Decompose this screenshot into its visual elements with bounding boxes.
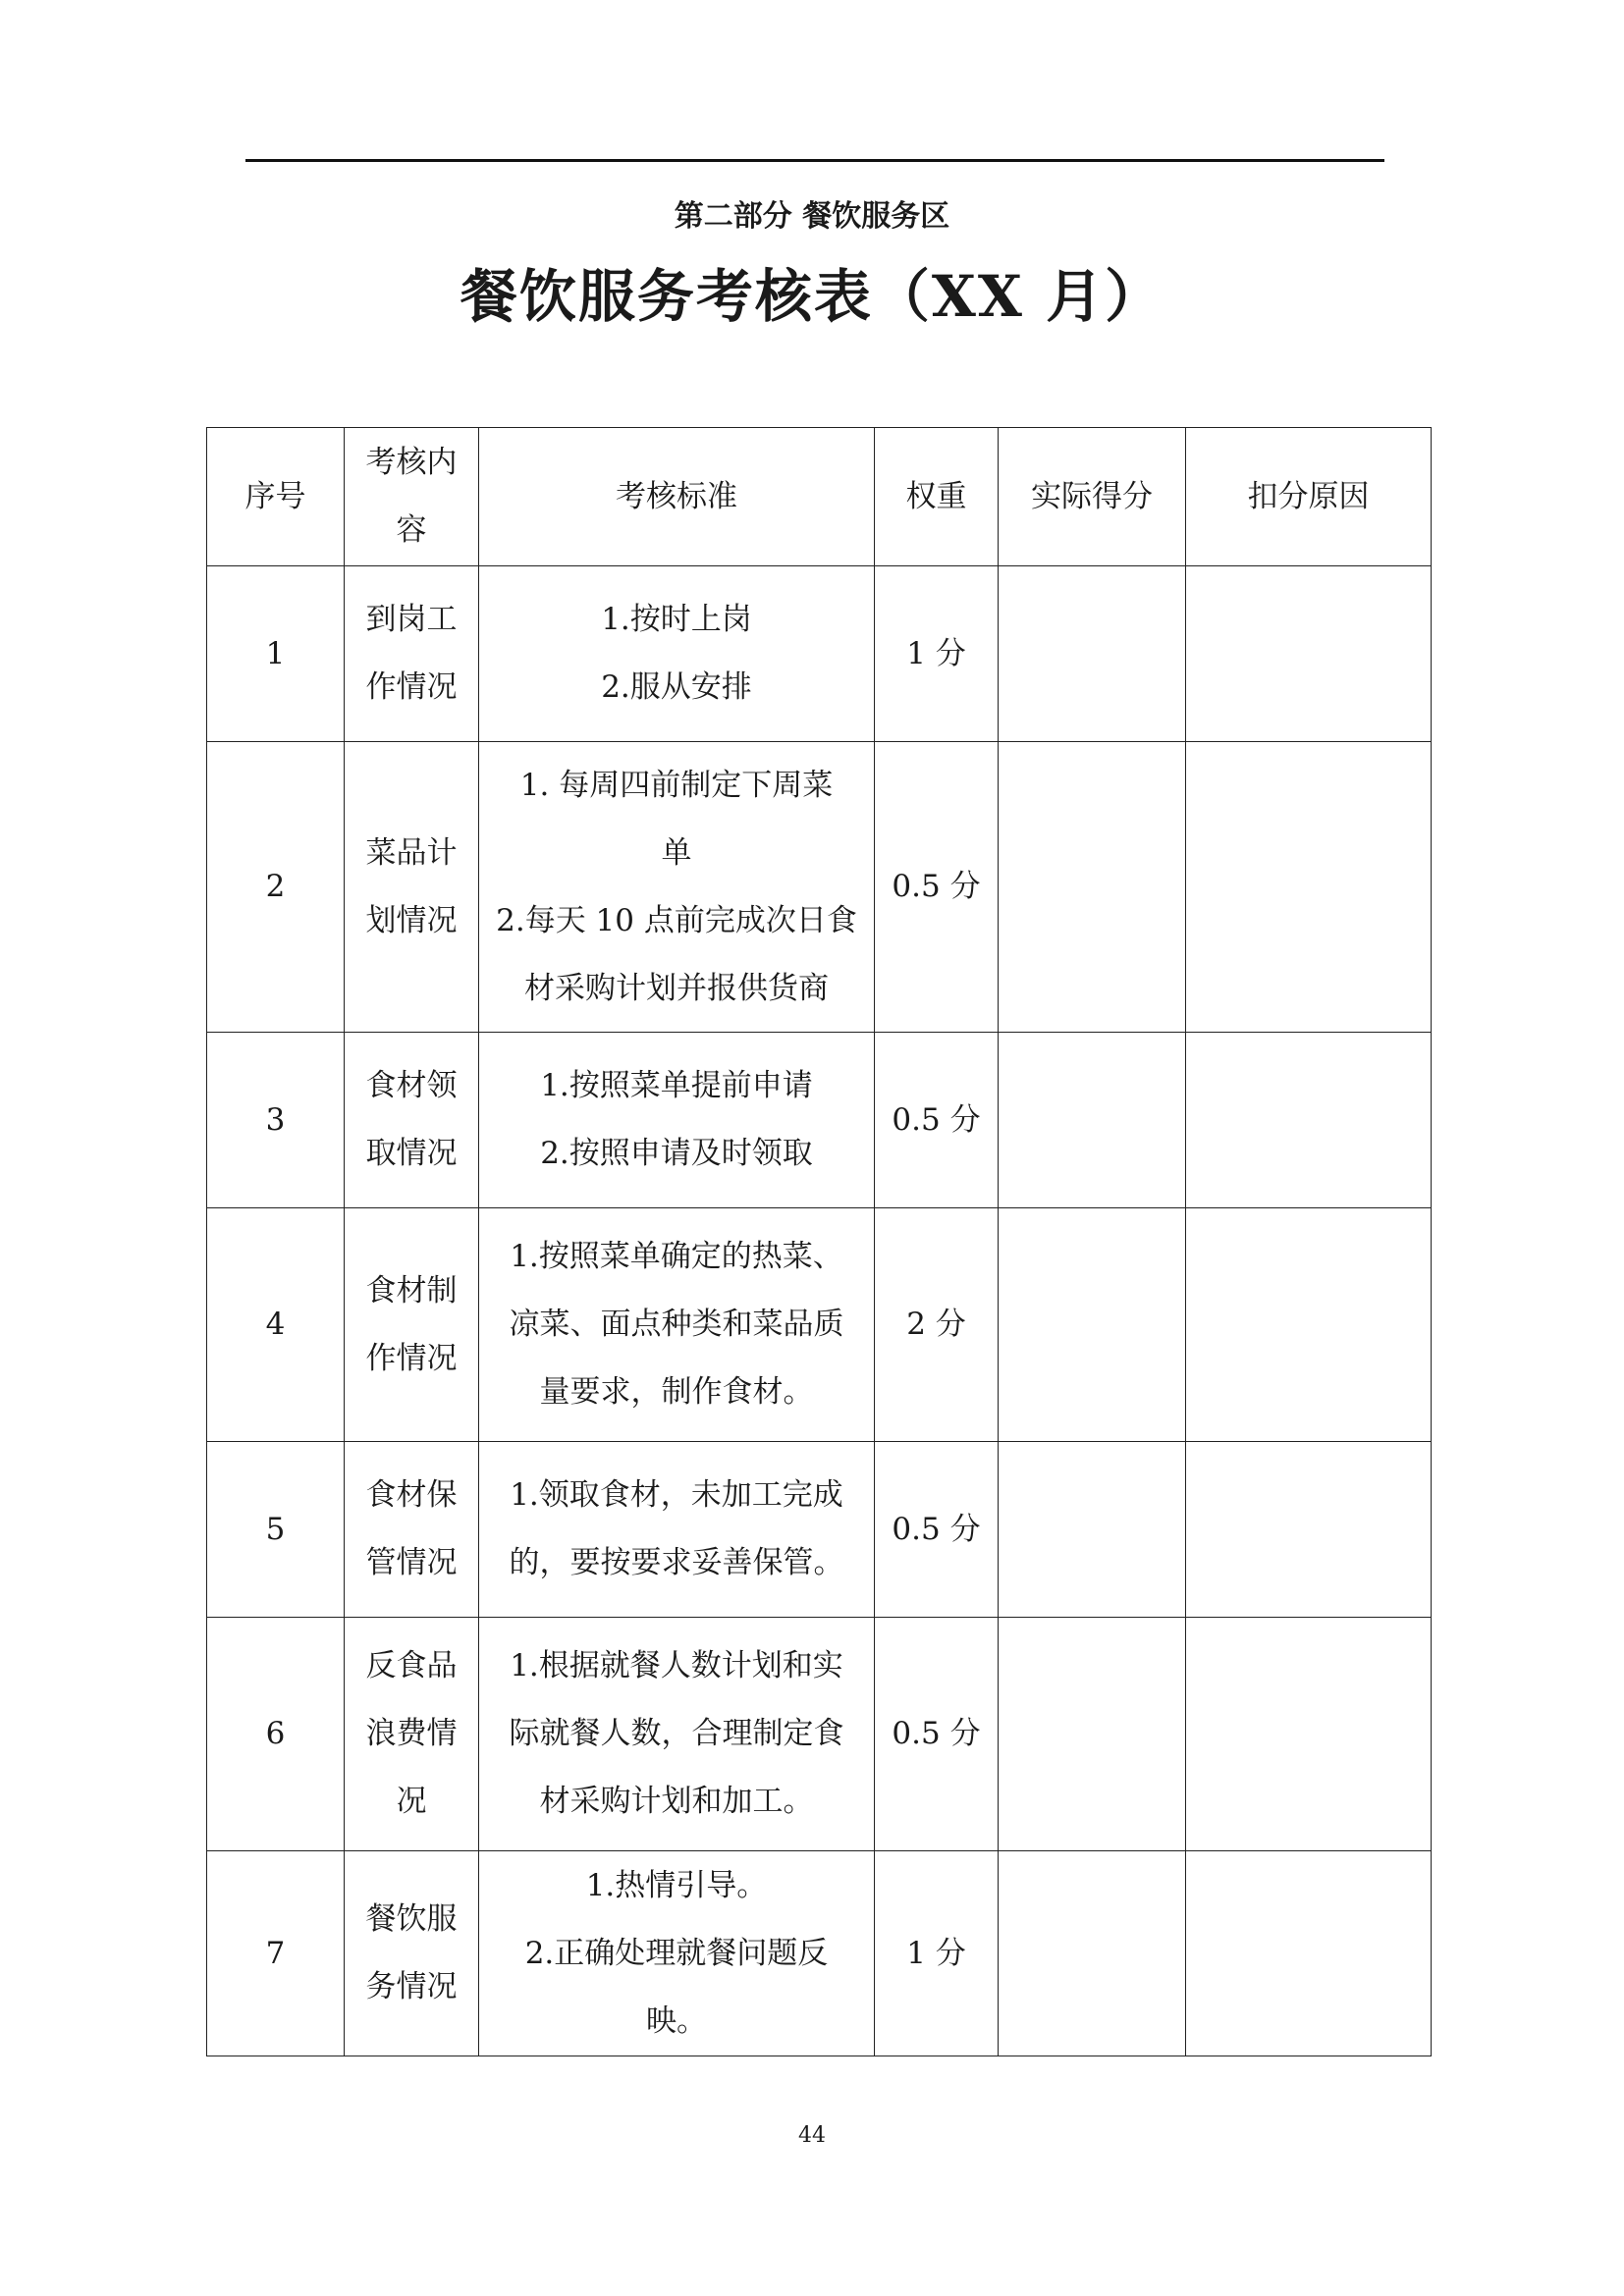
cell-reason <box>1186 742 1432 1033</box>
cell-content: 到岗工 作情况 <box>345 566 479 742</box>
cell-weight: 0.5 分 <box>875 1033 999 1208</box>
cell-standard: 1.根据就餐人数计划和实 际就餐人数，合理制定食 材采购计划和加工。 <box>479 1618 875 1851</box>
column-header-standard: 考核标准 <box>479 428 875 566</box>
header-row <box>207 428 1432 566</box>
table-row <box>207 742 1432 1033</box>
assessment-table <box>206 427 1432 2056</box>
cell-weight: 1 分 <box>875 566 999 742</box>
cell-score <box>999 566 1186 742</box>
cell-standard: 1. 每周四前制定下周菜 单 2.每天 10 点前完成次日食 材采购计划并报供货商 <box>479 742 875 1033</box>
cell-no: 7 <box>207 1851 345 2056</box>
cell-standard: 1.热情引导。 2.正确处理就餐问题反 映。 <box>479 1851 875 2056</box>
table-header <box>207 428 1432 566</box>
cell-content: 餐饮服 务情况 <box>345 1851 479 2056</box>
table-row <box>207 1618 1432 1851</box>
cell-reason <box>1186 1618 1432 1851</box>
cell-score <box>999 1208 1186 1442</box>
cell-score <box>999 1851 1186 2056</box>
cell-score <box>999 1033 1186 1208</box>
cell-weight: 0.5 分 <box>875 1442 999 1618</box>
cell-standard: 1.按照菜单确定的热菜、 凉菜、面点种类和菜品质 量要求，制作食材。 <box>479 1208 875 1442</box>
cell-content: 反食品 浪费情 况 <box>345 1618 479 1851</box>
cell-reason <box>1186 1033 1432 1208</box>
cell-weight: 2 分 <box>875 1208 999 1442</box>
header-rule <box>245 159 1384 162</box>
cell-standard: 1.按时上岗 2.服从安排 <box>479 566 875 742</box>
cell-score <box>999 742 1186 1033</box>
cell-standard: 1.按照菜单提前申请 2.按照申请及时领取 <box>479 1033 875 1208</box>
cell-weight: 0.5 分 <box>875 742 999 1033</box>
cell-content: 食材领 取情况 <box>345 1033 479 1208</box>
table-row <box>207 566 1432 742</box>
column-header-reason: 扣分原因 <box>1186 428 1432 566</box>
cell-standard: 1.领取食材，未加工完成 的，要按要求妥善保管。 <box>479 1442 875 1618</box>
column-header-weight: 权重 <box>875 428 999 566</box>
cell-weight: 0.5 分 <box>875 1618 999 1851</box>
cell-no: 6 <box>207 1618 345 1851</box>
cell-no: 5 <box>207 1442 345 1618</box>
page-number: 44 <box>798 2123 826 2148</box>
cell-weight: 1 分 <box>875 1851 999 2056</box>
cell-no: 3 <box>207 1033 345 1208</box>
table-row <box>207 1208 1432 1442</box>
column-header-score: 实际得分 <box>999 428 1186 566</box>
cell-reason <box>1186 1851 1432 2056</box>
cell-content: 食材制 作情况 <box>345 1208 479 1442</box>
cell-no: 2 <box>207 742 345 1033</box>
table-body <box>207 566 1432 2056</box>
page-title: 餐饮服务考核表（XX 月） <box>460 263 1164 330</box>
cell-reason <box>1186 566 1432 742</box>
table-row <box>207 1033 1432 1208</box>
column-header-no: 序号 <box>207 428 345 566</box>
cell-no: 4 <box>207 1208 345 1442</box>
cell-content: 食材保 管情况 <box>345 1442 479 1618</box>
cell-score <box>999 1618 1186 1851</box>
cell-reason <box>1186 1208 1432 1442</box>
cell-content: 菜品计 划情况 <box>345 742 479 1033</box>
cell-reason <box>1186 1442 1432 1618</box>
table-row <box>207 1442 1432 1618</box>
cell-score <box>999 1442 1186 1618</box>
table-row <box>207 1851 1432 2056</box>
cell-no: 1 <box>207 566 345 742</box>
column-header-content: 考核内 容 <box>345 428 479 566</box>
section-title: 第二部分 餐饮服务区 <box>674 199 950 234</box>
